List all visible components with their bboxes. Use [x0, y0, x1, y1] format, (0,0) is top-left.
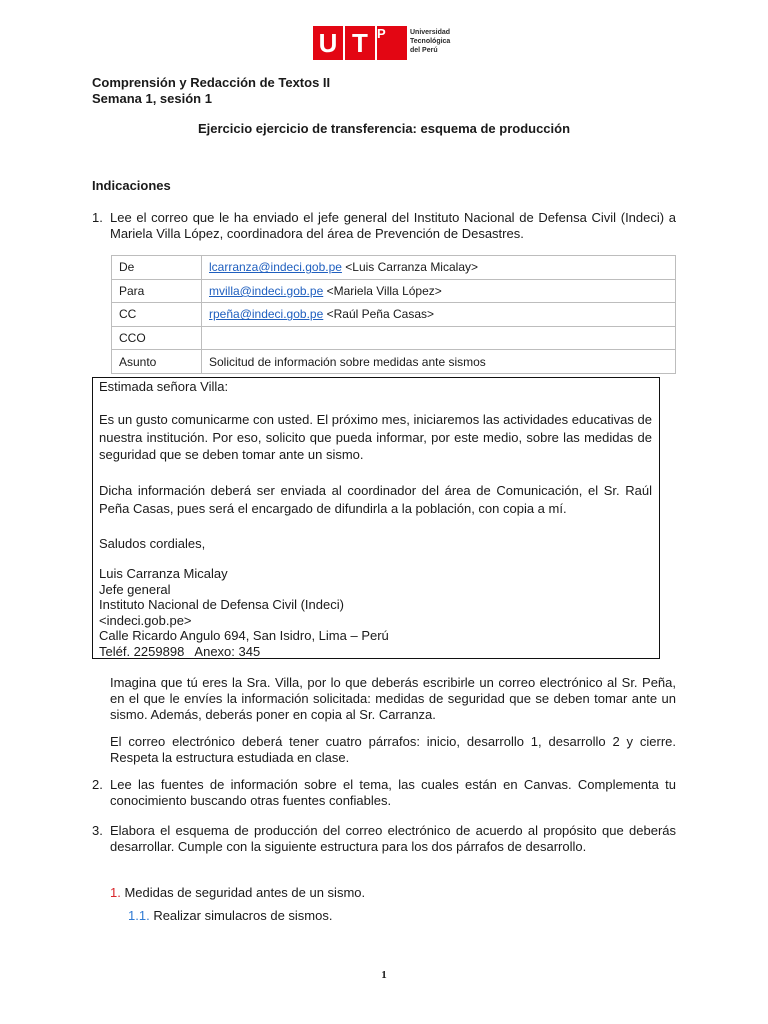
signature-phone: Teléf. 2259898 Anexo: 345	[99, 643, 261, 659]
utp-logo	[313, 26, 458, 60]
row-label: De	[112, 256, 202, 280]
row-label: CC	[112, 303, 202, 327]
signature-organization: Instituto Nacional de Defensa Civil (Indeci)	[99, 597, 344, 612]
table-row	[112, 350, 676, 374]
course-title: Comprensión y Redacción de Textos II	[92, 75, 331, 90]
email-body-box	[92, 377, 660, 659]
row-value	[202, 326, 676, 350]
row-value: rpeña@indeci.gob.pe <Raúl Peña Casas>	[202, 303, 676, 327]
email-link[interactable]: mvilla@indeci.gob.pe	[209, 283, 324, 298]
email-link[interactable]: lcarranza@indeci.gob.pe	[209, 260, 342, 275]
item-2-number: 2.	[92, 777, 103, 792]
row-value: Solicitud de información sobre medidas ante sismos	[202, 350, 676, 374]
session-title: Semana 1, sesión 1	[92, 91, 212, 106]
row-value: mvilla@indeci.gob.pe <Mariela Villa López>	[202, 279, 676, 303]
page-number: 1	[381, 969, 387, 981]
signature-address: Calle Ricardo Angulo 694, San Isidro, Lima – Perú	[99, 628, 389, 643]
email-header-table	[111, 255, 676, 374]
table-row	[112, 326, 676, 350]
row-label: Para	[112, 279, 202, 303]
outline-item-1	[110, 885, 365, 900]
letter-paragraph-1: Es un gusto comunicarme con usted. El próximo mes, iniciaremos las actividades educativas de nuestra institución. Por eso, solicito que pueda informar, por este medio, sobre las medidas de seguridad que se deben tomar ante un sismo.	[99, 412, 652, 462]
item-1-number: 1.	[92, 210, 103, 225]
signature-role: Jefe general	[99, 581, 171, 597]
letter-greeting: Estimada señora Villa:	[99, 379, 229, 394]
logo-letter-u: U	[313, 26, 343, 60]
letter-paragraph-2: Dicha información deberá ser enviada al coordinador del área de Comunicación, el Sr. Raúl Peña Casas, pues será el encargado de difundirla a la población, con copia a mí.	[99, 483, 652, 516]
item-2-text: Lee las fuentes de información sobre el tema, las cuales están en Canvas. Complementa tu conocimiento buscando otras fuentes confiables.	[110, 777, 676, 808]
signature-website: <indeci.gob.pe>	[99, 612, 192, 628]
outline-number-1: 1.	[110, 885, 121, 900]
outline-item-1-1	[128, 908, 332, 923]
table-row	[112, 256, 676, 280]
instruction-paragraph-2: El correo electrónico deberá tener cuatro párrafos: inicio, desarrollo 1, desarrollo 2 y cierre. Respeta la estructura estudiada en clase.	[110, 734, 676, 765]
email-link[interactable]: rpeña@indeci.gob.pe	[209, 307, 324, 322]
signature-name: Luis Carranza Micalay	[99, 566, 228, 581]
indicaciones-heading: Indicaciones	[92, 178, 171, 193]
instruction-paragraph-1: Imagina que tú eres la Sra. Villa, por lo que deberás escribirle un correo electrónico al Sr. Peña, en el que le envíes la información solicitada: medidas de seguridad que se deben tomar ante un sismo. Además, deberás poner en copia al Sr. Carranza.	[110, 675, 676, 722]
item-3-text: Elabora el esquema de producción del correo electrónico de acuerdo al propósito que deberás desarrollar. Cumple con la siguiente estructura para los dos párrafos de desarrollo.	[110, 823, 676, 854]
logo-university-name: Universidad Tecnológica del Perú	[410, 29, 451, 54]
logo-letter-p: P	[377, 26, 407, 60]
exercise-title: Ejercicio ejercicio de transferencia: esquema de producción	[197, 121, 571, 136]
item-3-number: 3.	[92, 823, 103, 838]
outline-number-1-1: 1.1.	[128, 908, 150, 923]
table-row	[112, 303, 676, 327]
outline-text-1-1: Realizar simulacros de sismos.	[153, 908, 333, 923]
item-1-text: Lee el correo que le ha enviado el jefe general del Instituto Nacional de Defensa Civil (Indeci) a Mariela Villa López, coordinadora del área de Prevención de Desastres.	[110, 210, 676, 241]
logo-letter-t: T	[345, 26, 375, 60]
table-row	[112, 279, 676, 303]
row-value: lcarranza@indeci.gob.pe <Luis Carranza Micalay>	[202, 256, 676, 280]
row-label: CCO	[112, 326, 202, 350]
letter-closing: Saludos cordiales,	[99, 536, 206, 551]
row-label: Asunto	[112, 350, 202, 374]
outline-text-1: Medidas de seguridad antes de un sismo.	[124, 885, 366, 900]
